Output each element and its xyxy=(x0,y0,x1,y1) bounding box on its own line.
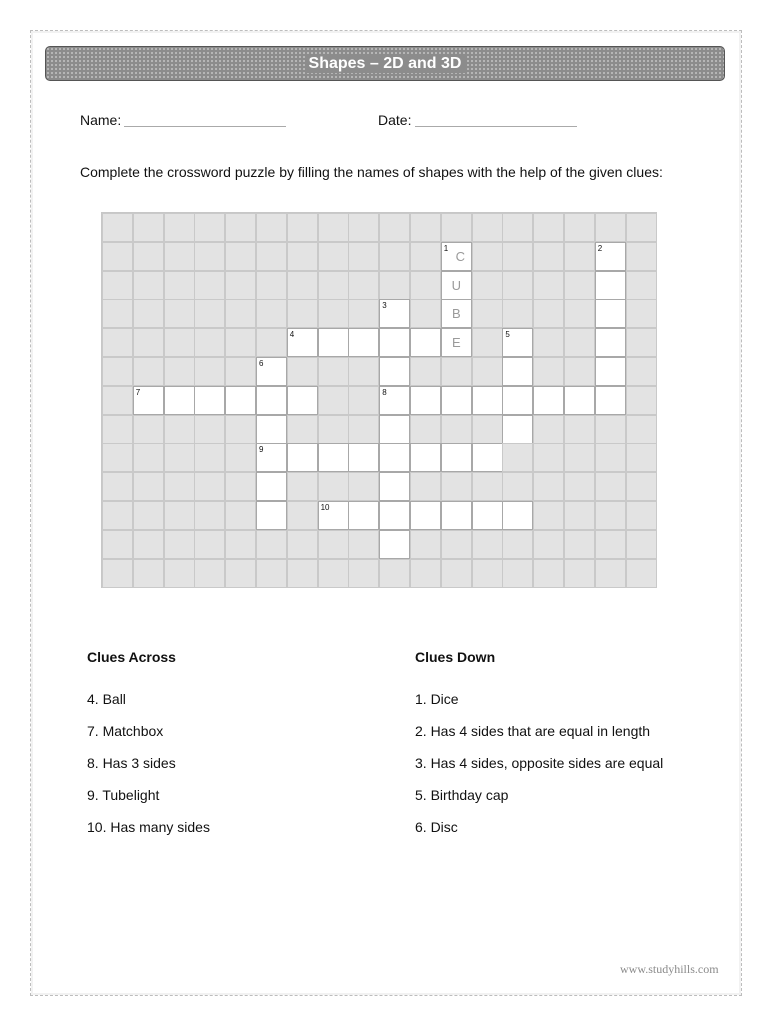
crossword-blank-cell xyxy=(164,271,195,300)
crossword-blank-cell xyxy=(287,415,318,444)
crossword-blank-cell xyxy=(533,299,564,328)
crossword-blank-cell xyxy=(318,472,349,501)
footer-site-link[interactable]: www.studyhills.com xyxy=(620,962,719,976)
crossword-blank-cell xyxy=(595,501,626,530)
crossword-cell[interactable] xyxy=(441,242,472,271)
crossword-blank-cell xyxy=(626,357,657,386)
crossword-cell[interactable] xyxy=(595,271,626,300)
crossword-blank-cell xyxy=(225,472,256,501)
crossword-blank-cell xyxy=(502,242,533,271)
crossword-blank-cell xyxy=(164,213,195,242)
crossword-blank-cell xyxy=(225,242,256,271)
crossword-blank-cell xyxy=(472,242,503,271)
crossword-blank-cell xyxy=(164,443,195,472)
crossword-blank-cell xyxy=(102,415,133,444)
crossword-blank-cell xyxy=(194,530,225,559)
crossword-blank-cell xyxy=(626,386,657,415)
clue-number: 10 xyxy=(320,503,330,512)
crossword-blank-cell xyxy=(348,271,379,300)
crossword-cell[interactable] xyxy=(379,501,410,530)
crossword-blank-cell xyxy=(595,559,626,588)
crossword-blank-cell xyxy=(533,213,564,242)
clue-down-item: 3. Has 4 sides, opposite sides are equal xyxy=(415,755,664,771)
crossword-cell[interactable] xyxy=(379,386,410,415)
crossword-blank-cell xyxy=(472,530,503,559)
crossword-cell[interactable] xyxy=(595,357,626,386)
crossword-blank-cell xyxy=(164,299,195,328)
crossword-blank-cell xyxy=(164,501,195,530)
clue-number: 1 xyxy=(443,243,449,253)
crossword-blank-cell xyxy=(564,299,595,328)
crossword-blank-cell xyxy=(102,501,133,530)
crossword-cell[interactable] xyxy=(256,415,287,444)
crossword-blank-cell xyxy=(595,415,626,444)
crossword-blank-cell xyxy=(225,530,256,559)
crossword-blank-cell xyxy=(502,530,533,559)
crossword-blank-cell xyxy=(533,559,564,588)
crossword-cell[interactable] xyxy=(441,328,472,357)
crossword-blank-cell xyxy=(102,559,133,588)
crossword-blank-cell xyxy=(533,271,564,300)
crossword-blank-cell xyxy=(133,213,164,242)
page-title: Shapes – 2D and 3D xyxy=(305,55,466,73)
crossword-blank-cell xyxy=(472,415,503,444)
name-field[interactable] xyxy=(124,126,286,127)
crossword-blank-cell xyxy=(348,213,379,242)
crossword-blank-cell xyxy=(626,443,657,472)
crossword-cell[interactable] xyxy=(133,386,164,415)
crossword-blank-cell xyxy=(194,328,225,357)
crossword-blank-cell xyxy=(194,472,225,501)
crossword-blank-cell xyxy=(472,213,503,242)
crossword-blank-cell xyxy=(348,559,379,588)
crossword-blank-cell xyxy=(626,242,657,271)
crossword-blank-cell xyxy=(626,271,657,300)
crossword-blank-cell xyxy=(410,472,441,501)
crossword-cell[interactable] xyxy=(348,328,379,357)
crossword-cell[interactable] xyxy=(472,443,503,472)
crossword-blank-cell xyxy=(410,357,441,386)
crossword-blank-cell xyxy=(164,242,195,271)
crossword-blank-cell xyxy=(287,357,318,386)
crossword-blank-cell xyxy=(287,501,318,530)
crossword-cell[interactable] xyxy=(410,443,441,472)
crossword-cell[interactable] xyxy=(379,415,410,444)
crossword-blank-cell xyxy=(533,472,564,501)
crossword-blank-cell xyxy=(102,357,133,386)
date-field[interactable] xyxy=(415,126,577,127)
title-banner xyxy=(45,46,725,81)
crossword-cell[interactable] xyxy=(318,443,349,472)
crossword-blank-cell xyxy=(379,242,410,271)
crossword-blank-cell xyxy=(348,472,379,501)
crossword-blank-cell xyxy=(133,357,164,386)
crossword-cell[interactable] xyxy=(595,242,626,271)
crossword-blank-cell xyxy=(225,415,256,444)
crossword-blank-cell xyxy=(441,213,472,242)
crossword-blank-cell xyxy=(194,271,225,300)
crossword-blank-cell xyxy=(626,472,657,501)
crossword-cell[interactable] xyxy=(472,386,503,415)
crossword-blank-cell xyxy=(502,472,533,501)
crossword-blank-cell xyxy=(225,328,256,357)
crossword-blank-cell xyxy=(410,299,441,328)
crossword-blank-cell xyxy=(194,299,225,328)
clue-number: 6 xyxy=(259,359,264,368)
crossword-blank-cell xyxy=(256,328,287,357)
crossword-blank-cell xyxy=(472,328,503,357)
crossword-cell[interactable] xyxy=(441,386,472,415)
crossword-blank-cell xyxy=(564,530,595,559)
crossword-cell[interactable] xyxy=(502,415,533,444)
crossword-cell[interactable] xyxy=(318,501,349,530)
clue-across-item: 4. Ball xyxy=(87,691,126,707)
crossword-blank-cell xyxy=(102,328,133,357)
crossword-blank-cell xyxy=(348,415,379,444)
crossword-blank-cell xyxy=(348,386,379,415)
crossword-blank-cell xyxy=(102,242,133,271)
crossword-blank-cell xyxy=(194,501,225,530)
crossword-blank-cell xyxy=(133,559,164,588)
crossword-cell[interactable] xyxy=(379,530,410,559)
crossword-blank-cell xyxy=(225,299,256,328)
crossword-blank-cell xyxy=(472,299,503,328)
crossword-blank-cell xyxy=(133,472,164,501)
crossword-blank-cell xyxy=(256,271,287,300)
crossword-blank-cell xyxy=(564,559,595,588)
crossword-cell[interactable] xyxy=(379,443,410,472)
crossword-blank-cell xyxy=(318,415,349,444)
clue-number: 8 xyxy=(382,387,387,397)
crossword-blank-cell xyxy=(564,271,595,300)
crossword-cell[interactable] xyxy=(410,501,441,530)
crossword-blank-cell xyxy=(533,530,564,559)
crossword-cell[interactable] xyxy=(287,443,318,472)
crossword-blank-cell xyxy=(133,415,164,444)
crossword-blank-cell xyxy=(626,415,657,444)
crossword-cell[interactable] xyxy=(348,443,379,472)
crossword-blank-cell xyxy=(133,443,164,472)
crossword-blank-cell xyxy=(564,357,595,386)
crossword-cell[interactable] xyxy=(256,472,287,501)
crossword-blank-cell xyxy=(318,271,349,300)
crossword-blank-cell xyxy=(502,213,533,242)
crossword-cell[interactable] xyxy=(410,386,441,415)
crossword-blank-cell xyxy=(194,443,225,472)
crossword-blank-cell xyxy=(533,501,564,530)
clue-across-item: 7. Matchbox xyxy=(87,723,164,739)
clue-number: 4 xyxy=(289,330,295,340)
crossword-blank-cell xyxy=(194,357,225,386)
crossword-blank-cell xyxy=(533,357,564,386)
crossword-blank-cell xyxy=(410,213,441,242)
crossword-blank-cell xyxy=(225,559,256,588)
crossword-blank-cell xyxy=(533,328,564,357)
crossword-blank-cell xyxy=(472,472,503,501)
crossword-blank-cell xyxy=(564,415,595,444)
crossword-cell[interactable] xyxy=(379,357,410,386)
crossword-blank-cell xyxy=(564,472,595,501)
crossword-cell[interactable] xyxy=(287,386,318,415)
crossword-cell[interactable] xyxy=(441,443,472,472)
crossword-blank-cell xyxy=(318,386,349,415)
crossword-cell[interactable] xyxy=(164,386,195,415)
crossword-blank-cell xyxy=(164,357,195,386)
clue-number: 3 xyxy=(382,301,387,311)
crossword-blank-cell xyxy=(564,501,595,530)
crossword-cell[interactable] xyxy=(256,501,287,530)
crossword-blank-cell xyxy=(410,559,441,588)
clue-down-item: 6. Disc xyxy=(415,819,458,835)
crossword-cell[interactable] xyxy=(256,443,287,472)
crossword-blank-cell xyxy=(472,357,503,386)
crossword-blank-cell xyxy=(410,242,441,271)
crossword-blank-cell xyxy=(256,299,287,328)
crossword-blank-cell xyxy=(595,443,626,472)
crossword-cell[interactable] xyxy=(441,271,472,300)
crossword-blank-cell xyxy=(194,242,225,271)
crossword-blank-cell xyxy=(626,299,657,328)
crossword-blank-cell xyxy=(225,271,256,300)
date-label: Date: xyxy=(378,112,412,128)
crossword-cell[interactable] xyxy=(379,328,410,357)
filled-letter: B xyxy=(451,306,461,322)
crossword-blank-cell xyxy=(472,271,503,300)
crossword-blank-cell xyxy=(102,386,133,415)
crossword-blank-cell xyxy=(318,559,349,588)
crossword-blank-cell xyxy=(626,501,657,530)
crossword-cell[interactable] xyxy=(410,328,441,357)
instructions-text: Complete the crossword puzzle by filling the names of shapes with the help of the given clues: xyxy=(80,164,663,180)
crossword-blank-cell xyxy=(348,530,379,559)
crossword-cell[interactable] xyxy=(379,299,410,328)
crossword-blank-cell xyxy=(194,415,225,444)
crossword-blank-cell xyxy=(595,530,626,559)
crossword-blank-cell xyxy=(287,213,318,242)
crossword-blank-cell xyxy=(256,559,287,588)
clues-across-heading: Clues Across xyxy=(87,649,176,665)
crossword-blank-cell xyxy=(287,559,318,588)
crossword-blank-cell xyxy=(410,530,441,559)
crossword-blank-cell xyxy=(533,242,564,271)
crossword-cell[interactable] xyxy=(256,386,287,415)
crossword-blank-cell xyxy=(287,271,318,300)
crossword-blank-cell xyxy=(626,328,657,357)
crossword-cell[interactable] xyxy=(472,501,503,530)
clue-down-item: 2. Has 4 sides that are equal in length xyxy=(415,723,651,739)
crossword-blank-cell xyxy=(441,357,472,386)
crossword-blank-cell xyxy=(133,242,164,271)
crossword-blank-cell xyxy=(287,530,318,559)
crossword-blank-cell xyxy=(164,472,195,501)
crossword-blank-cell xyxy=(626,559,657,588)
crossword-cell[interactable] xyxy=(441,501,472,530)
clue-across-item: 8. Has 3 sides xyxy=(87,755,176,771)
crossword-blank-cell xyxy=(133,299,164,328)
crossword-cell[interactable] xyxy=(225,386,256,415)
crossword-blank-cell xyxy=(133,501,164,530)
crossword-blank-cell xyxy=(595,472,626,501)
crossword-blank-cell xyxy=(595,213,626,242)
crossword-blank-cell xyxy=(287,299,318,328)
crossword-blank-cell xyxy=(164,328,195,357)
crossword-cell[interactable] xyxy=(595,328,626,357)
crossword-blank-cell xyxy=(318,357,349,386)
crossword-cell[interactable] xyxy=(348,501,379,530)
crossword-cell[interactable] xyxy=(256,357,287,386)
crossword-blank-cell xyxy=(225,501,256,530)
filled-letter: U xyxy=(451,277,461,293)
crossword-blank-cell xyxy=(164,415,195,444)
crossword-blank-cell xyxy=(502,271,533,300)
crossword-blank-cell xyxy=(441,415,472,444)
crossword-cell[interactable] xyxy=(564,386,595,415)
clue-number: 7 xyxy=(135,387,141,397)
crossword-blank-cell xyxy=(441,530,472,559)
crossword-blank-cell xyxy=(256,530,287,559)
crossword-blank-cell xyxy=(287,242,318,271)
crossword-blank-cell xyxy=(225,213,256,242)
crossword-cell[interactable] xyxy=(502,501,533,530)
crossword-grid xyxy=(101,212,657,588)
crossword-cell[interactable] xyxy=(287,328,318,357)
crossword-blank-cell xyxy=(410,415,441,444)
clue-across-item: 10. Has many sides xyxy=(87,819,210,835)
crossword-blank-cell xyxy=(441,472,472,501)
crossword-blank-cell xyxy=(564,443,595,472)
filled-letter: E xyxy=(451,335,461,351)
crossword-blank-cell xyxy=(379,271,410,300)
crossword-blank-cell xyxy=(472,559,503,588)
crossword-cell[interactable] xyxy=(502,386,533,415)
crossword-blank-cell xyxy=(502,299,533,328)
crossword-blank-cell xyxy=(256,242,287,271)
crossword-blank-cell xyxy=(502,559,533,588)
crossword-blank-cell xyxy=(410,271,441,300)
crossword-cell[interactable] xyxy=(533,386,564,415)
crossword-cell[interactable] xyxy=(194,386,225,415)
clue-number: 5 xyxy=(505,330,510,340)
crossword-blank-cell xyxy=(348,299,379,328)
crossword-blank-cell xyxy=(564,242,595,271)
crossword-blank-cell xyxy=(102,530,133,559)
crossword-cell[interactable] xyxy=(441,299,472,328)
crossword-blank-cell xyxy=(533,415,564,444)
crossword-blank-cell xyxy=(379,213,410,242)
crossword-blank-cell xyxy=(164,530,195,559)
crossword-cell[interactable] xyxy=(318,328,349,357)
clue-down-item: 1. Dice xyxy=(415,691,459,707)
crossword-cell[interactable] xyxy=(379,472,410,501)
crossword-blank-cell xyxy=(348,357,379,386)
filled-letter: C xyxy=(455,248,465,264)
crossword-blank-cell xyxy=(626,530,657,559)
crossword-cell[interactable] xyxy=(502,328,533,357)
crossword-blank-cell xyxy=(533,443,564,472)
crossword-blank-cell xyxy=(133,328,164,357)
crossword-blank-cell xyxy=(133,271,164,300)
crossword-blank-cell xyxy=(318,242,349,271)
crossword-blank-cell xyxy=(102,299,133,328)
crossword-blank-cell xyxy=(318,530,349,559)
crossword-cell[interactable] xyxy=(595,386,626,415)
crossword-blank-cell xyxy=(102,271,133,300)
crossword-blank-cell xyxy=(564,213,595,242)
crossword-blank-cell xyxy=(441,559,472,588)
crossword-blank-cell xyxy=(348,242,379,271)
crossword-blank-cell xyxy=(194,559,225,588)
name-label: Name: xyxy=(80,112,122,128)
crossword-blank-cell xyxy=(194,213,225,242)
crossword-blank-cell xyxy=(564,328,595,357)
crossword-blank-cell xyxy=(102,443,133,472)
clues-down-heading: Clues Down xyxy=(415,649,496,665)
clue-down-item: 5. Birthday cap xyxy=(415,787,509,803)
crossword-blank-cell xyxy=(102,472,133,501)
crossword-blank-cell xyxy=(379,559,410,588)
crossword-blank-cell xyxy=(318,213,349,242)
crossword-blank-cell xyxy=(287,472,318,501)
clue-across-item: 9. Tubelight xyxy=(87,787,160,803)
crossword-cell[interactable] xyxy=(502,357,533,386)
crossword-blank-cell xyxy=(225,357,256,386)
crossword-blank-cell xyxy=(164,559,195,588)
crossword-blank-cell xyxy=(502,443,533,472)
crossword-blank-cell xyxy=(102,213,133,242)
crossword-blank-cell xyxy=(133,530,164,559)
clue-number: 9 xyxy=(259,445,264,455)
crossword-blank-cell xyxy=(626,213,657,242)
clue-number: 2 xyxy=(597,243,603,253)
crossword-blank-cell xyxy=(225,443,256,472)
crossword-blank-cell xyxy=(256,213,287,242)
crossword-cell[interactable] xyxy=(595,299,626,328)
crossword-blank-cell xyxy=(318,299,349,328)
